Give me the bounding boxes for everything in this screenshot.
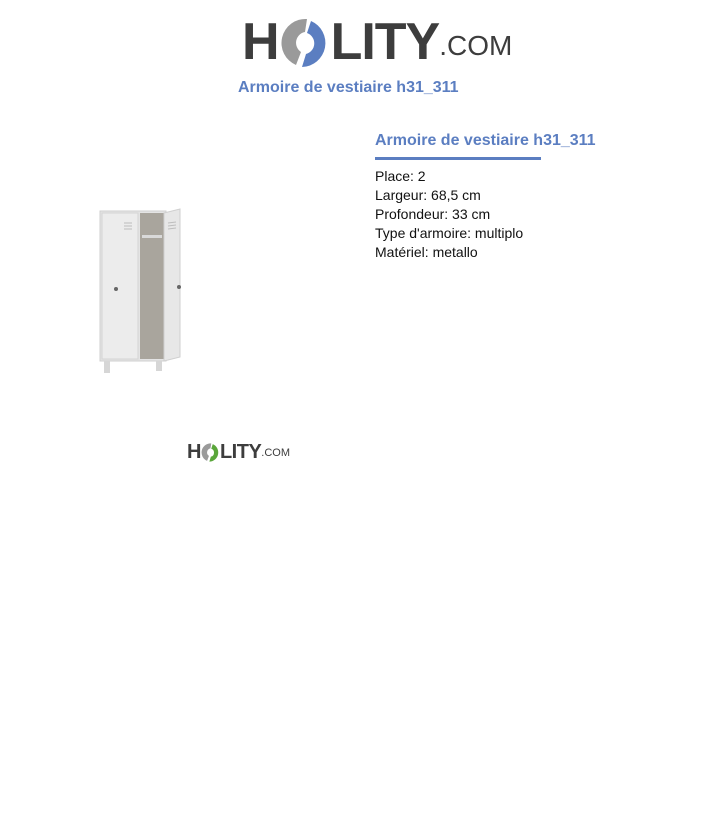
logo-domain: .COM [439, 30, 513, 61]
product-name: Armoire de vestiaire h31_311 [375, 132, 596, 149]
product-image [96, 207, 188, 377]
product-details [375, 131, 596, 262]
logo-ring-icon [201, 442, 220, 462]
spec-materiel: Matériel: metallo [375, 244, 478, 260]
logo-letters-lity: LITY [219, 441, 262, 463]
spec-type-armoire: Type d'armoire: multiplo [375, 225, 524, 241]
spec-profondeur: Profondeur: 33 cm [375, 206, 491, 222]
logo-ring-icon [280, 16, 330, 68]
spec-largeur: Largeur: 68,5 cm [375, 187, 481, 203]
logo-domain: .COM [261, 447, 291, 459]
holity-logo-small [187, 440, 290, 462]
logo-letter-h: H [187, 441, 201, 463]
page-title: Armoire de vestiaire h31_311 [238, 79, 459, 96]
title-underline [375, 157, 541, 160]
logo-letters-lity: LITY [330, 13, 440, 71]
logo-letter-h: H [242, 13, 279, 71]
holity-logo[interactable] [242, 10, 513, 71]
spec-place: Place: 2 [375, 168, 426, 184]
